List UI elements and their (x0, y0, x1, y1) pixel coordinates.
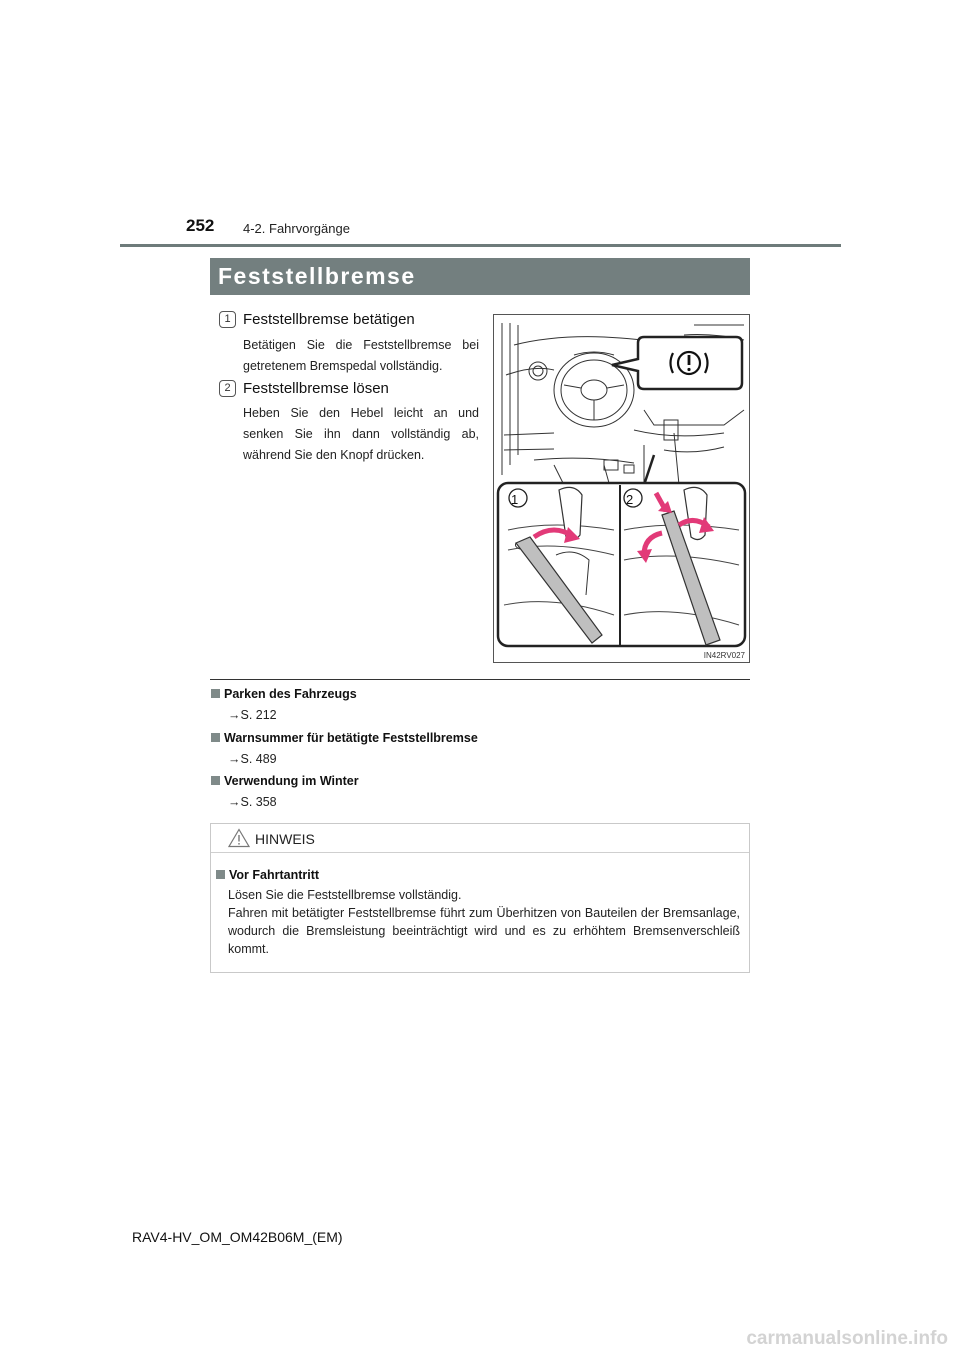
hinweis-divider (211, 852, 749, 853)
page-title: Feststellbremse (218, 263, 416, 289)
hinweis-title: HINWEIS (255, 831, 315, 847)
step-2-title: Feststellbremse lösen (243, 380, 389, 397)
illustration-code: IN42RV027 (703, 651, 745, 660)
note-ref-winter[interactable]: →S. 358 (228, 795, 277, 809)
step-1-number-badge: 1 (219, 311, 236, 328)
step-2-number-badge: 2 (219, 380, 236, 397)
note-heading-buzzer: Warnsummer für betätigte Feststellbremse (211, 731, 478, 745)
document-code: RAV4-HV_OM_OM42B06M_(EM) (132, 1229, 343, 1245)
bullet-square-icon (211, 733, 220, 742)
section-label: 4-2. Fahrvorgänge (243, 221, 350, 236)
bullet-square-icon (216, 870, 225, 879)
callout-number-1: 1 (511, 492, 519, 507)
watermark: carmanualsonline.info (746, 1328, 948, 1349)
parking-brake-illustration (493, 314, 750, 663)
page-number: 252 (186, 216, 215, 235)
note-heading-winter: Verwendung im Winter (211, 774, 359, 788)
section-title-bar (210, 258, 750, 295)
bullet-square-icon (211, 689, 220, 698)
note-ref-buzzer[interactable]: →S. 489 (228, 752, 277, 766)
note-heading-parking: Parken des Fahrzeugs (211, 687, 357, 701)
callout-number-2: 2 (626, 492, 634, 507)
bullet-square-icon (211, 776, 220, 785)
header-rule (120, 244, 841, 247)
hinweis-text: Lösen Sie die Feststellbremse vollständig. Fahren mit betätigter Feststellbremse führt zum Überhitzen von Bauteilen der Bremsanlage, wodurch die Bremsleistung beeinträchtigt wird und es zu erhöhtem Bremsenverschleiß kommt. (228, 888, 740, 956)
illustration-drawing (494, 315, 749, 662)
section-separator (210, 679, 750, 680)
warning-triangle-icon (228, 828, 250, 848)
step-2-text: Heben Sie den Hebel leicht an und senken Sie ihn dann vollständig ab, während Sie den Knopf drücken. (243, 406, 479, 462)
step-1-text: Betätigen Sie die Feststellbremse bei getretenem Bremspedal vollständig. (243, 338, 479, 373)
step-1-title: Feststellbremse betätigen (243, 311, 415, 328)
hinweis-subheading: Vor Fahrtantritt (216, 868, 319, 882)
note-ref-parking[interactable]: →S. 212 (228, 708, 277, 722)
hinweis-notice-box (210, 823, 750, 973)
